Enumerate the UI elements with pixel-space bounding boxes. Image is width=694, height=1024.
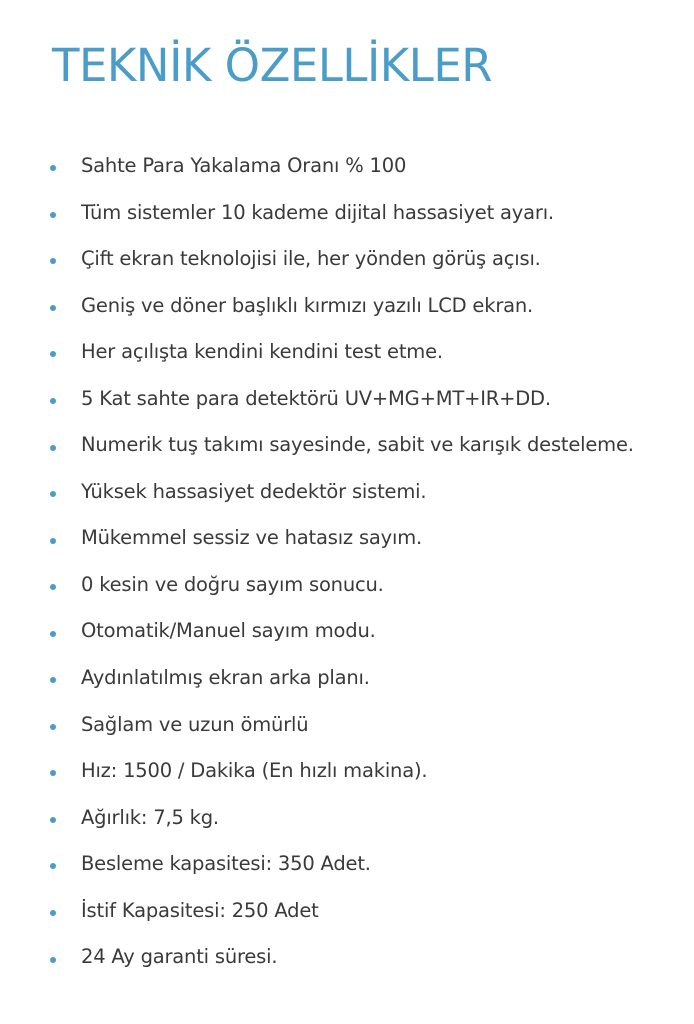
spec-text: Tüm sistemler 10 kademe dijital hassasiyet ayarı. xyxy=(81,200,554,224)
list-item xyxy=(50,283,690,330)
bullet-icon xyxy=(50,770,56,776)
spec-text: 24 Ay garanti süresi. xyxy=(81,945,278,969)
list-item xyxy=(50,702,690,749)
list-item xyxy=(50,655,690,702)
bullet-icon xyxy=(50,863,56,869)
spec-text: Geniş ve döner başlıklı kırmızı yazılı LCD ekran. xyxy=(81,293,534,317)
bullet-icon xyxy=(50,351,56,357)
bullet-icon xyxy=(50,305,56,311)
spec-text: Sağlam ve uzun ömürlü xyxy=(81,712,309,736)
list-item xyxy=(50,190,690,237)
list-item xyxy=(50,841,690,888)
spec-text: Çift ekran teknolojisi ile, her yönden görüş açısı. xyxy=(81,247,541,271)
spec-text: Besleme kapasitesi: 350 Adet. xyxy=(81,852,371,876)
list-item xyxy=(50,515,690,562)
bullet-icon xyxy=(50,165,56,171)
list-item xyxy=(50,748,690,795)
spec-text: Mükemmel sessiz ve hatasız sayım. xyxy=(81,526,423,550)
spec-text: Yüksek hassasiyet dedektör sistemi. xyxy=(81,479,427,503)
spec-text: Her açılışta kendini kendini test etme. xyxy=(81,340,443,364)
bullet-icon xyxy=(50,445,56,451)
spec-text: Sahte Para Yakalama Oranı % 100 xyxy=(81,154,407,177)
bullet-icon xyxy=(50,212,56,218)
spec-text: Otomatik/Manuel sayım modu. xyxy=(81,619,376,643)
bullet-icon xyxy=(50,584,56,590)
spec-text: Numerik tuş takımı sayesinde, sabit ve karışık desteleme. xyxy=(81,433,634,457)
list-item xyxy=(50,236,690,283)
page-title: TEKNİK ÖZELLİKLER xyxy=(52,39,493,92)
bullet-icon xyxy=(50,258,56,264)
spec-list xyxy=(50,143,690,981)
bullet-icon xyxy=(50,957,56,963)
list-item xyxy=(50,888,690,935)
spec-text: 0 kesin ve doğru sayım sonucu. xyxy=(81,572,384,596)
list-item xyxy=(50,143,690,190)
list-item xyxy=(50,562,690,609)
spec-text: İstif Kapasitesi: 250 Adet xyxy=(81,898,319,922)
bullet-icon xyxy=(50,817,56,823)
list-item xyxy=(50,422,690,469)
bullet-icon xyxy=(50,398,56,404)
spec-text: Hız: 1500 / Dakika (En hızlı makina). xyxy=(81,759,428,783)
bullet-icon xyxy=(50,538,56,544)
list-item xyxy=(50,376,690,423)
list-item xyxy=(50,795,690,842)
spec-text: Ağırlık: 7,5 kg. xyxy=(81,805,219,829)
list-item xyxy=(50,934,690,981)
bullet-icon xyxy=(50,724,56,730)
list-item xyxy=(50,469,690,516)
spec-text: 5 Kat sahte para detektörü UV+MG+MT+IR+DD. xyxy=(81,386,551,410)
bullet-icon xyxy=(50,677,56,683)
bullet-icon xyxy=(50,631,56,637)
bullet-icon xyxy=(50,910,56,916)
spec-text: Aydınlatılmış ekran arka planı. xyxy=(81,666,370,690)
list-item xyxy=(50,329,690,376)
bullet-icon xyxy=(50,491,56,497)
list-item xyxy=(50,608,690,655)
